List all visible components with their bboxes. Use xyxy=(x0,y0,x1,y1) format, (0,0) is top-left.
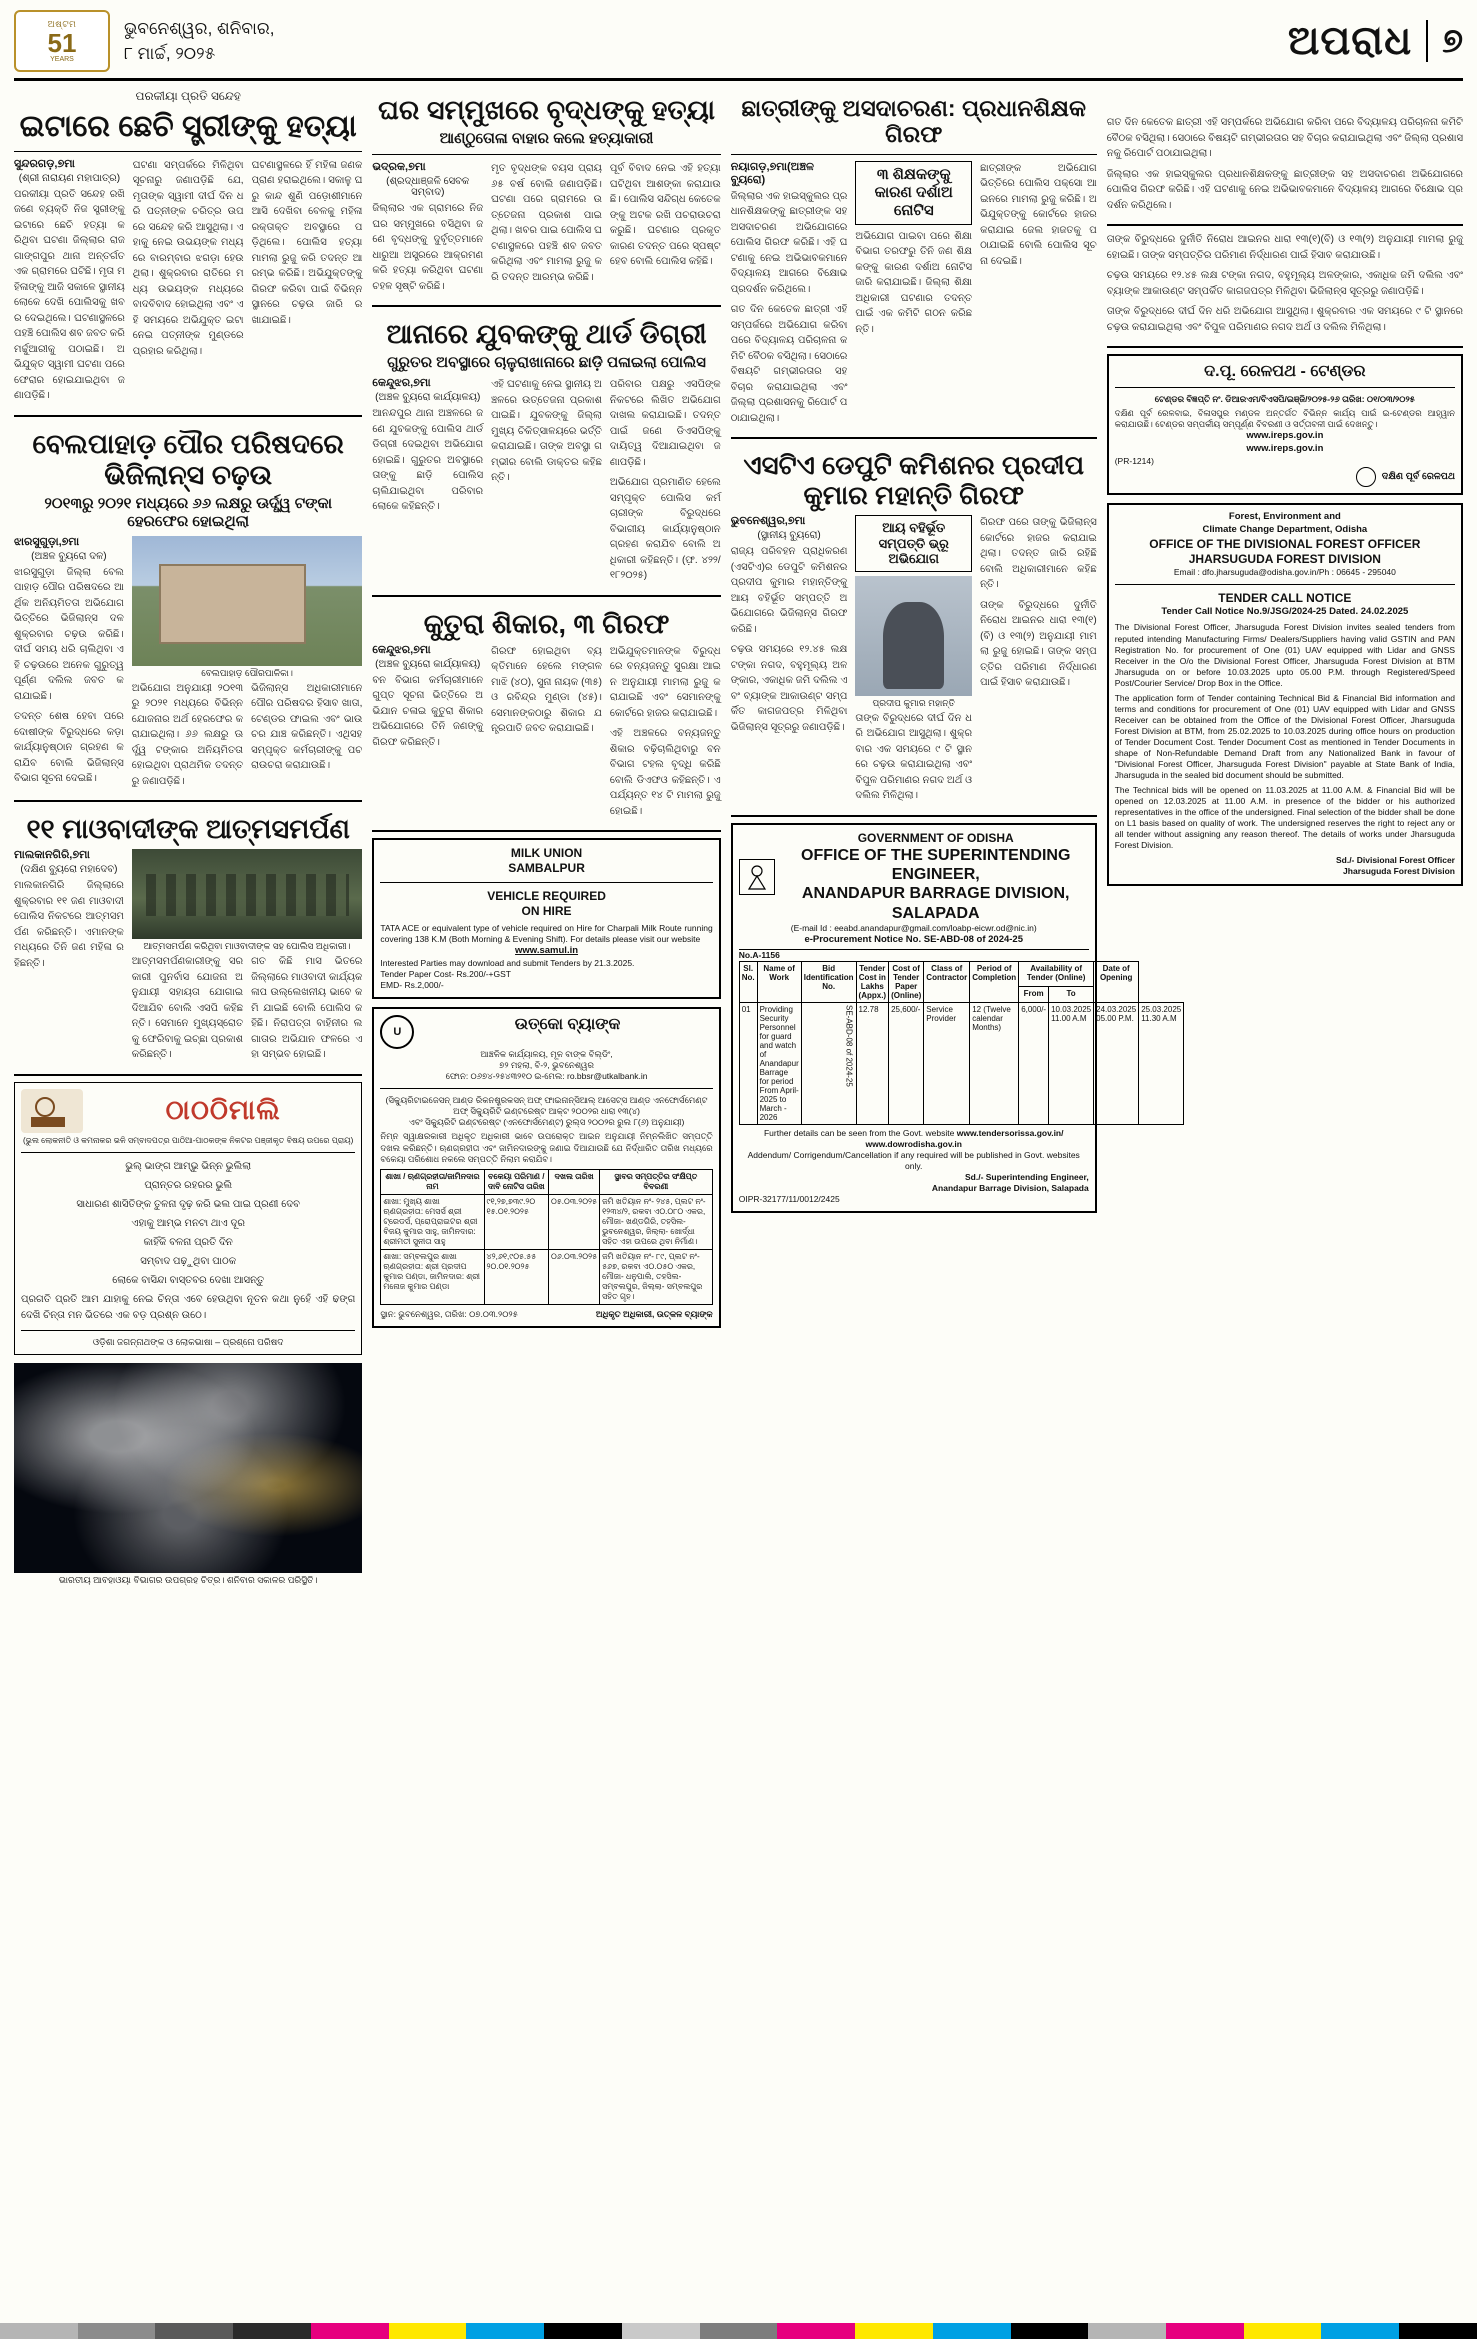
milk-union-body: TATA ACE or equivalent type of vehicle required on Hire for Charpali Milk Route running covering 138 K.M (Both Morning & Evening Shift). For details please visit our website xyxy=(380,923,713,945)
dateline: ଝାରସୁଗୁଡ଼ା,୭ମା xyxy=(14,535,80,548)
divider xyxy=(731,154,1097,155)
table-row xyxy=(381,1194,712,1249)
color-swatch xyxy=(933,2323,1011,2339)
bank-logo-icon: U xyxy=(380,1015,414,1049)
article-maoist-surrender xyxy=(14,808,362,1068)
cell: ୯୧,୨୭,୭୩୯.୨୦ ୧୫.୦୧.୨୦୨୫ xyxy=(484,1194,548,1249)
color-swatch xyxy=(1399,2323,1477,2339)
article-body: ତାଙ୍କ ବିରୁଦ୍ଧରେ ଦୁର୍ନୀତି ନିରୋଧ ଆଇନର ଧାରା ୧୩(୧)(ବି) ଓ ୧୩(୨) ଅନୁଯାୟୀ ମାମଲା ରୁଜୁ ହୋଇଛି। ତାଙ୍କ ସମ୍ପତ୍ତିର ପରିମାଣ ନିର୍ଦ୍ଧାରଣ ପାଇଁ ହିସାବ କରାଯାଉଛି। xyxy=(1106,234,1463,261)
byline: (ଦକ୍ଷିଣ ବ୍ୟୁରୋ ମହାଦେବ) xyxy=(20,864,118,876)
article-body: ଗତ ଦିନ କେତେକ ଛାତ୍ରୀ ଏହି ସମ୍ପର୍କରେ ଅଭିଯୋଗ କରିବା ପରେ ବିଦ୍ୟାଳୟ ପରିଚାଳନା କମିଟି ବୈଠକ ବସିଥିଲା। ସେଠାରେ ବିଷୟଟି ଗମ୍ଭୀରତାର ସହ ବିଚାର କରାଯାଇଥିଲା ଏବଂ ଜିଲ୍ଲା ପ୍ରଶାସନକୁ ରିପୋର୍ଟ ପଠାଯାଇଥିଲା। xyxy=(1106,117,1463,159)
article-box-headline: ୩ ଶିକ୍ଷକଙ୍କୁ କାରଣ ଦର୍ଶାଅ ନୋଟିସ xyxy=(855,161,972,225)
article-body: ଗିରଫ ହୋଇଥିବା ବ୍ୟକ୍ତିମାନେ ହେଲେ ମଙ୍ଗଳ ମାଝି (୪୦), ସୁନା ନାୟକ (୩୫) ଓ ରବିନ୍ଦ୍ର ମୁଣ୍ଡା (୪୫)। ସେମାନଙ୍କଠାରୁ ଶିକାର ଯନ୍ତ୍ରପାତି ଜବତ କରାଯାଇଛି। xyxy=(491,645,602,735)
cell: 25,600/- xyxy=(889,1002,924,1124)
divider xyxy=(372,154,720,155)
article-headline: ଆନାରେ ଯୁବକଙ୍କୁ ଥାର୍ଡ ଡିଗ୍ରୀ xyxy=(386,319,707,350)
col-subheader: To xyxy=(1049,987,1094,1003)
satellite-image xyxy=(14,1363,362,1573)
forest-sign1: Sd./- Divisional Forest Officer xyxy=(1335,855,1455,866)
color-swatch xyxy=(389,2323,467,2339)
anandapur-office: OFFICE OF THE SUPERINTENDING ENGINEER, xyxy=(801,846,1071,884)
article-body: ମୃତ ବୃଦ୍ଧଙ୍କ ବୟସ ପ୍ରାୟ ୬୫ ବର୍ଷ ବୋଲି ଜଣାପଡ଼ିଛି। ଘଟଣା ପରେ ଗ୍ରାମରେ ଉତ୍ତେଜନା ପ୍ରକାଶ ପାଇଥିଲା। ଖବର ପାଇ ପୋଲିସ ଘଟଣାସ୍ଥଳରେ ପହଞ୍ଚି ଶବ ଜବତ କରିଥିଲା ଏବଂ ମାମଲା ରୁଜୁ କରି ତଦନ୍ତ ଆରମ୍ଭ କରିଛି। xyxy=(491,163,602,283)
ad-utkal-bank xyxy=(372,1007,720,1327)
forest-dept2: Climate Change Department, Odisha xyxy=(1202,523,1368,535)
article-anara-third-degree xyxy=(372,313,720,589)
maoist-surrender-photo xyxy=(132,849,363,939)
bank-branch1: ଆଞ୍ଚଳିକ କାର୍ଯ୍ୟାଳୟ, ମୂଳ ବାଙ୍କ ବିଲ୍ଡିଂ, xyxy=(480,1049,613,1060)
dateline: କେନ୍ଦୁଝର,୭ମା xyxy=(372,377,431,390)
article-body: ଜିଲ୍ଲାର ଏକ ହାଇସ୍କୁଲର ପ୍ରଧାନଶିକ୍ଷକଙ୍କୁ ଛାତ୍ରୀଙ୍କ ସହ ଅସଦାଚରଣ ଅଭିଯୋଗରେ ପୋଲିସ ଗିରଫ କରିଛି। ଏହି ଘଟଣାକୁ ନେଇ ଅଭିଭାବକମାନେ ବିଦ୍ୟାଳୟ ଆଗରେ ବିକ୍ଷୋଭ ପ୍ରଦର୍ଶନ କରିଥିଲେ। xyxy=(1106,168,1463,211)
byline: (ଅଞ୍ଚଳ ବ୍ୟୁରୋ ଦଳ) xyxy=(31,550,107,562)
article-body: ଗତ କିଛି ମାସ ଭିତରେ ଜିଲ୍ଲାରେ ମାଓବାଦୀ କାର୍ଯ୍ୟକଳାପ ଉଲ୍ଲେଖନୀୟ ଭାବେ କମି ଯାଇଛି ବୋଲି ପୋଲିସ କହିଛି। ନିରାପତ୍ତା ବାହିନୀର ଲଗାତାର ଅଭିଯାନ ଫଳରେ ଏହା ସମ୍ଭବ ହୋଇଛି। xyxy=(251,956,363,1061)
cartoon-line: ସମ୍ବାଦ ପଢ଼ୁଥିବା ପାଠକ xyxy=(140,1256,237,1268)
article-body: ଆନନ୍ଦପୁର ଥାନା ଅଞ୍ଚଳରେ ଜଣେ ଯୁବକଙ୍କୁ ପୋଲିସ ଥାର୍ଡ ଡିଗ୍ରୀ ଦେଇଥିବା ଅଭିଯୋଗ ହୋଇଛି। ଗୁରୁତର ଅବସ୍ଥାରେ ତାଙ୍କୁ ଛାଡ଼ି ପୋଲିସ ଚାଲିଯାଇଥିବା ପରିବାର ଲୋକେ କହିଛନ୍ତି। xyxy=(372,408,484,513)
color-swatch xyxy=(466,2323,544,2339)
cell: ଶାଖା: ସମ୍ବଲପୁର ଶାଖା ଋଣଗ୍ରହୀତା: ଶ୍ରୀ ପ୍ରଦୀପ କୁମାର ପଣ୍ଡା, ଜାମିନଦାର: ଶ୍ରୀ ମନୋଜ କୁମାର ପଣ୍ଡା xyxy=(381,1249,484,1304)
railway-website-1[interactable]: www.ireps.gov.in xyxy=(1246,430,1324,442)
color-swatch xyxy=(700,2323,778,2339)
page-grid xyxy=(14,89,1463,1588)
col-subheader: From xyxy=(1019,987,1049,1003)
forest-body-2: The application form of Tender containing Technical Bid & Financial Bid information and terms and conditions for procurement of One (01) UAV equipped with Lidar and GNSS Receiver can be obtained from the Office of the Divisional Forest Officer, Jharsuguda Forest Division at BTM, from 25.02.2025 to 10.03.2025 during office hours on production of Tender Document Cost. Tender Document Cost as mentioned in Tender Documents in shape of Non-Refundable Demand Draft from any Nationalized Bank in favour of "Divisional Forest Officer, Jharsuguda Forest Division" payable at State Bank of India, Jharsuguda in the sealed bid document should be submitted. xyxy=(1114,692,1455,781)
ad-forest-division xyxy=(1107,503,1463,886)
masthead-divider xyxy=(1426,20,1428,62)
page-number: ୭ xyxy=(1442,21,1463,60)
article-3-overflow xyxy=(1107,115,1463,218)
col-header: ଶାଖା / ଋଣଗ୍ରହୀତା/ଜାମିନଦାର ନାମ xyxy=(381,1169,484,1194)
anandapur-notice-no: e-Procurement Notice No. SE-ABD-08 of 2024-25 xyxy=(739,934,1089,950)
divider xyxy=(21,1152,355,1153)
cell: 10.03.2025 11.00 A.M xyxy=(1049,1002,1094,1124)
article-body: ଅଭିଯୋଗ ପ୍ରମାଣିତ ହେଲେ ସମ୍ପୃକ୍ତ ପୋଲିସ କର୍ମଚାରୀଙ୍କ ବିରୁଦ୍ଧରେ ବିଭାଗୀୟ କାର୍ଯ୍ୟାନୁଷ୍ଠାନ ଗ୍ରହଣ କରାଯିବ ବୋଲି ଅଧିକାରୀ କହିଛନ୍ତି। (ଫ଼. ୪୨୨/୧୮୨୦୨୫) xyxy=(609,477,721,582)
column-2 xyxy=(372,89,720,1588)
article-body: ଜିଲ୍ଲାର ଏକ ଗ୍ରାମରେ ନିଜ ଘର ସମ୍ମୁଖରେ ବସିଥିବା ଜଣେ ବୃଦ୍ଧଙ୍କୁ ଦୁର୍ବୃତ୍ତମାନେ ଧାରୁଆ ଅସ୍ତ୍ରରେ ଆକ୍ରମଣ କରି ହତ୍ୟା କରିଥିବା ଘଟଣା ଚହଳ ସୃଷ୍ଟି କରିଛି। xyxy=(372,203,484,292)
milk-union-website[interactable]: www.samul.in xyxy=(515,945,579,957)
anandapur-sign2: Anandapur Barrage Division, Salapada xyxy=(931,1182,1089,1193)
cartoon-column xyxy=(14,1082,362,1355)
divider xyxy=(380,1088,712,1089)
article-body: ତଦନ୍ତ ଶେଷ ହେବା ପରେ ଦୋଷୀଙ୍କ ବିରୁଦ୍ଧରେ କଡ଼ା କାର୍ଯ୍ୟାନୁଷ୍ଠାନ ଗ୍ରହଣ କରାଯିବ ବୋଲି ଭିଜିଲାନ୍ସ ବିଭାଗ ସୂଚନା ଦେଇଛି। xyxy=(14,711,124,785)
article-body: ଘଟଣା ସମ୍ପର୍କରେ ମିଳିଥିବା ସୂଚନାରୁ ଜଣାପଡ଼ିଛି ଯେ, ମୃତାଙ୍କ ସ୍ୱାମୀ ଦୀର୍ଘ ଦିନ ଧରି ପତ୍ନୀଙ୍କ ଚରିତ୍ର ଉପରେ ସନ୍ଦେହ କରି ଆସୁଥିଲା। ଏହାକୁ ନେଇ ଉଭୟଙ୍କ ମଧ୍ୟରେ ବାରମ୍ବାର ଝଗଡ଼ା ହେଉଥିଲା। ଶୁକ୍ରବାର ରାତିରେ ମଧ୍ୟ ଉଭୟଙ୍କ ମଧ୍ୟରେ ବାଦବିବାଦ ହୋଇଥିଲା ଏବଂ ଏହି ସମୟରେ ଅଭିଯୁକ୍ତ ଇଟା ନେଇ ପତ୍ନୀଙ୍କ ମୁଣ୍ଡରେ ପ୍ରହାର କରିଥିଲା। xyxy=(132,159,244,357)
col-header: Tender Cost in Lakhs (Appx.) xyxy=(856,961,889,1002)
cartoon-line: ପ୍ରାନ୍ତର ରହରର ଭୁଲି xyxy=(144,1180,233,1192)
color-swatch xyxy=(1011,2323,1089,2339)
col-header: Bid Identification No. xyxy=(801,961,856,1002)
article-body: ଭିଜିଲାନ୍ସ ଅଧିକାରୀମାନେ ପୌର ପରିଷଦର ହିସାବ ଖାତା, ଟେଣ୍ଡର ଫାଇଲ ଏବଂ ଭାଉଚର ଯାଞ୍ଚ କରିଛନ୍ତି। ଏଥିସହ ସମ୍ପୃକ୍ତ କର୍ମଚାରୀଙ୍କୁ ପଚରାଉଚରା କରାଯାଉଛି। xyxy=(251,682,363,772)
article-body: ତାଙ୍କ ବିରୁଦ୍ଧରେ ଦୀର୍ଘ ଦିନ ଧରି ଅଭିଯୋଗ ଆସୁଥିଲା। ଶୁକ୍ରବାର ଏକ ସମୟରେ ୯ ଟି ସ୍ଥାନରେ ଚଢ଼ଉ କରାଯାଇଥିଲା ଏବଂ ବିପୁଳ ପରିମାଣର ନଗଦ ଅର୍ଥ ଓ ଦଲିଲ ମିଳିଥିଲା। xyxy=(855,712,973,802)
color-swatch xyxy=(1244,2323,1322,2339)
article-ittare-chhechi xyxy=(14,89,362,409)
cell: 12.78 xyxy=(856,1002,889,1124)
masthead-place: ଭୁବନେଶ୍ୱର, ଶନିବାର, xyxy=(124,18,275,38)
cartoon-footer: ଓଡ଼ିଶା ଜଗନ୍ନାଥଙ୍କ ଓ ଲୋକଭାଷା – ପ୍ରଶ୍ନୋ ପରିଷଦ xyxy=(92,1337,284,1348)
col-header: Cost of Tender Paper (Online) xyxy=(889,961,924,1002)
odisha-emblem-icon xyxy=(739,859,775,895)
cell: 6,000/- xyxy=(1019,1002,1049,1124)
color-swatch xyxy=(1088,2323,1166,2339)
anandapur-footer3: Addendum/ Corrigendum/Cancellation if any required will be published in Govt. websites only. xyxy=(747,1149,1080,1171)
bank-notice-table xyxy=(380,1169,712,1305)
article-headline: ୧୧ ମାଓବାଦୀଙ୍କ ଆତ୍ମସମର୍ପଣ xyxy=(26,814,350,845)
milk-union-line2: SAMBALPUR xyxy=(508,861,585,876)
color-swatch xyxy=(622,2323,700,2339)
article-kutura-hunting xyxy=(372,603,720,825)
milk-union-title2: ON HIRE xyxy=(521,904,572,919)
section-title: ଅପରାଧ xyxy=(1287,18,1413,63)
col-header: Date of Opening xyxy=(1094,961,1139,1002)
cell: ୦୬.୦୩.୨୦୨୫ xyxy=(548,1249,599,1304)
dateline: ସୁନ୍ଦରଗଡ଼,୭ମା xyxy=(14,157,75,170)
bank-contact: ଫୋନ: ୦୬୭୪-୨୫୪୩୨୧୦ ଇ-ମେଲ: ro.bbsr@utkalbank.in xyxy=(445,1071,648,1082)
milk-union-note: Interested Parties may download and submit Tenders by 21.3.2025. xyxy=(380,958,635,969)
cartoon-line: ଏହାକୁ ଆମ୍ଭ ମନଟା ଥାଏ ଦୂର xyxy=(131,1218,245,1230)
milk-union-cost1: Tender Paper Cost- Rs.200/-+GST xyxy=(380,969,511,980)
article-body: ଅଭିଯୁକ୍ତମାନଙ୍କ ବିରୁଦ୍ଧରେ ବନ୍ୟଜନ୍ତୁ ସୁରକ୍ଷା ଆଇନ ଅନୁଯାୟୀ ମାମଲା ରୁଜୁ କରାଯାଇଛି ଏବଂ ସେମାନଙ୍କୁ କୋର୍ଟରେ ହାଜର କରାଯାଇଛି। xyxy=(609,645,721,719)
article-body: ଅଭିଯୋଗ ପାଇବା ପରେ ଶିକ୍ଷା ବିଭାଗ ତରଫରୁ ତିନି ଜଣ ଶିକ୍ଷକଙ୍କୁ କାରଣ ଦର୍ଶାଅ ନୋଟିସ ଜାରି କରାଯାଇଛି। ଜିଲ୍ଲା ଶିକ୍ଷା ଅଧିକାରୀ ଘଟଣାର ତଦନ୍ତ ପାଇଁ ଏକ କମିଟି ଗଠନ କରିଛନ୍ତି। xyxy=(855,230,973,335)
forest-office2: JHARSUGUDA FOREST DIVISION xyxy=(1188,551,1381,566)
byline: (ଶ୍ରଦ୍ଧାଞ୍ଜଳି ସେବକ ସମ୍ବାଦ) xyxy=(386,176,470,199)
divider xyxy=(372,830,720,832)
bank-footer-right: ଅଧିକୃତ ଅଧିକାରୀ, ଉତ୍କଳ ବ୍ୟାଙ୍କ xyxy=(595,1308,713,1319)
divider xyxy=(21,1330,355,1331)
milk-union-cost2: EMD- Rs.2,000/- xyxy=(380,980,444,991)
milk-union-title: VEHICLE REQUIRED xyxy=(487,889,606,904)
cartoon-line: ପ୍ରଗତି ପ୍ରତି ଆମ ଯାହାକୁ ନେଇ ଚିନ୍ତା ଏବେ ହେଉଥିବା ନୂତନ କଥା ନୁହେଁ ଏହି ଢଙ୍ଗ ଦେଖି ଚିନ୍ତା ମନ ଭିତରେ ଏକ ବଡ଼ ପ୍ରଶ୍ନ ଉଠେ। xyxy=(21,1294,356,1322)
article-body: ଚଢ଼ଉ ସମୟରେ ୧୨.୪୫ ଲକ୍ଷ ଟଙ୍କା ନଗଦ, ବହୁମୂଲ୍ୟ ଅଳଙ୍କାର, ଏକାଧିକ ଜମି ଦଲିଲ ଏବଂ ବ୍ୟାଙ୍କ ଆକାଉଣ୍ଟ ସମ୍ପର୍କିତ କାଗଜପତ୍ର ମିଳିଥିବା ଭିଜିଲାନ୍ସ ସୂତ୍ରରୁ ଜଣାପଡ଼ିଛି। xyxy=(730,644,848,733)
article-body: ଏହି ଘଟଣାକୁ ନେଇ ସ୍ଥାନୀୟ ଅଞ୍ଚଳରେ ଉତ୍ତେଜନା ପ୍ରକାଶ ପାଇଛି। ଯୁବକଙ୍କୁ ଜିଲ୍ଲା ମୁଖ୍ୟ ଚିକିତ୍ସାଳୟରେ ଭର୍ତ୍ତି କରାଯାଇଛି। ତାଙ୍କ ଅବସ୍ଥା ଗମ୍ଭୀର ବୋଲି ଡାକ୍ତର କହିଛନ୍ତି। xyxy=(491,379,602,484)
logo-number: 51 xyxy=(47,28,77,58)
anniversary-logo xyxy=(14,10,110,72)
divider xyxy=(1107,346,1463,348)
article-sta-deputy-commissioner xyxy=(731,445,1097,809)
divider xyxy=(731,815,1097,817)
cell: 12 (Twelve calendar Months) xyxy=(970,1002,1019,1124)
article-body: ରାଜ୍ୟ ପରିବହନ ପ୍ରାଧିକରଣ (ଏସଟିଏ)ର ଡେପୁଟି କମିଶନର ପ୍ରଦୀପ କୁମାର ମହାନ୍ତିଙ୍କୁ ଆୟ ବହିର୍ଭୂତ ସମ୍ପତ୍ତି ଅଭିଯୋଗରେ ଭିଜିଲାନ୍ସ ଗିରଫ କରିଛି। xyxy=(730,546,848,635)
masthead xyxy=(14,10,1463,81)
divider xyxy=(1107,224,1463,226)
color-swatch xyxy=(544,2323,622,2339)
railway-website-2[interactable]: www.ireps.gov.in xyxy=(1246,443,1324,455)
masthead-right xyxy=(1288,19,1463,64)
color-registration-bar xyxy=(0,2323,1477,2339)
masthead-date xyxy=(124,16,274,67)
divider xyxy=(380,882,712,883)
cell: 01 xyxy=(739,1002,757,1124)
col-header: Name of Work xyxy=(757,961,801,1002)
cell: ଜମି ଖତିୟାନ ନଂ- ୨୪୫, ପ୍ଲଟ ନଂ- ୧୨୩୪/୨, ରକବା ଏ୦.୦୮୦ ଏକର, ମୌଜା- ଖଣ୍ଡଗିରି, ତହସିଲ- ଭୁବନେଶ୍ୱର, ଜିଲ୍ଲା- ଖୋର୍ଦ୍ଧା ସହିତ ଏହା ଉପରେ ଥିବା ନିର୍ମାଣ। xyxy=(600,1194,713,1249)
bank-preamble: (ସିକ୍ୟୁରିଟାଇଜେସନ୍ ଆଣ୍ଡ ରିକନଷ୍ଟ୍ରକସନ୍ ଅଫ୍ ଫାଇନାନ୍ସିଆଲ୍ ଆସେଟ୍ସ ଆଣ୍ଡ ଏନଫୋର୍ସମେଣ୍ଟ ଅଫ୍ ସିକ୍ୟୁରିଟି ଇଣ୍ଟରେଷ୍ଟ ଆକ୍ଟ ୨୦୦୨ର ଧାରା ୧୩(୪) xyxy=(385,1095,708,1117)
article-body: ମାଲକାନଗିରି ଜିଲ୍ଲାରେ ଶୁକ୍ରବାର ୧୧ ଜଣ ମାଓବାଦୀ ପୋଲିସ ନିକଟରେ ଆତ୍ମସମର୍ପଣ କରିଛନ୍ତି। ଏମାନଙ୍କ ମଧ୍ୟରେ ତିନି ଜଣ ମହିଳା ରହିଛନ୍ତି। xyxy=(14,880,124,969)
railway-logo-icon xyxy=(1356,467,1376,487)
anandapur-oipr: OIPR-32177/11/0012/2425 xyxy=(738,1193,840,1204)
bank-name: ଉତ୍କୋ ବ୍ୟାଙ୍କ xyxy=(514,1016,621,1034)
article-body: ଚଢ଼ଉ ସମୟରେ ୧୨.୪୫ ଲକ୍ଷ ଟଙ୍କା ନଗଦ, ବହୁମୂଲ୍ୟ ଅଳଙ୍କାର, ଏକାଧିକ ଜମି ଦଲିଲ ଏବଂ ବ୍ୟାଙ୍କ ଆକାଉଣ୍ଟ ସମ୍ପର୍କିତ କାଗଜପତ୍ର ମିଳିଥିବା ଭିଜିଲାନ୍ସ ସୂତ୍ରରୁ ଜଣାପଡ଼ିଛି। xyxy=(1106,270,1463,297)
forest-office1: OFFICE OF THE DIVISIONAL FOREST OFFICER xyxy=(1149,536,1421,551)
divider xyxy=(14,800,362,802)
byline: (ଶ୍ରୀ ନାରାୟଣ ମହାପାତ୍ର) xyxy=(18,172,121,184)
logo-top-text: ଅଷ୍ଟମ xyxy=(47,19,77,29)
article-body: ଝାରସୁଗୁଡ଼ା ଜିଲ୍ଲା ବେଲପାହାଡ଼ ପୌର ପରିଷଦରେ ଆର୍ଥିକ ଅନିୟମିତତା ଅଭିଯୋଗ ଭିତ୍ତିରେ ଭିଜିଲାନ୍ସ ଦଳ ଶୁକ୍ରବାର ଚଢ଼ଉ କରିଛି। ଦୀର୍ଘ ସମୟ ଧରି ଚାଲିଥିବା ଏହି ଚଢ଼ଉରେ ଅନେକ ଗୁରୁତ୍ୱପୂର୍ଣ୍ଣ ଦଲିଲ ଜବତ କରାଯାଇଛି। xyxy=(14,566,124,702)
article-box-headline: ଆୟ ବହିର୍ଭୂତ ସମ୍ପତ୍ତି ଭ୍ରୂ ଅଭିଯୋଗ xyxy=(855,515,972,572)
article-belpahad-vigilance xyxy=(14,423,362,795)
photo-caption: ବେଲପାହାଡ଼ ପୌରପାଳିକା। xyxy=(201,667,293,678)
anandapur-sign1: Sd./- Superintending Engineer, xyxy=(964,1171,1089,1182)
railway-body: ଦକ୍ଷିଣ ପୂର୍ବ ରେଳବାଇ, ବିଳାସପୁର ମଣ୍ଡଳ ଅନ୍ତର୍ଗତ ବିଭିନ୍ନ କାର୍ଯ୍ୟ ପାଇଁ ଇ-ଟେଣ୍ଡର ଆହ୍ୱାନ କରାଯାଉଛି। ଟେଣ୍ଡର ସମ୍ପର୍କୀୟ ସମ୍ପୂର୍ଣ୍ଣ ବିବରଣୀ ଓ ସର୍ତ୍ତାବଳୀ ପାଇଁ ଦେଖନ୍ତୁ। xyxy=(1114,408,1455,430)
divider xyxy=(1115,387,1455,388)
color-swatch xyxy=(233,2323,311,2339)
article-body: ପରିବାର ପକ୍ଷରୁ ଏସପିଙ୍କ ନିକଟରେ ଲିଖିତ ଅଭିଯୋଗ ଦାଖଲ କରାଯାଇଛି। ତଦନ୍ତ ପାଇଁ ଜଣେ ଡିଏସପିଙ୍କୁ ଦାୟିତ୍ୱ ଦିଆଯାଇଥିବା ଜଣାପଡ଼ିଛି। xyxy=(609,379,721,468)
pradeep-mohanty-photo xyxy=(855,576,972,696)
railway-pr-number: (PR-1214) xyxy=(1114,455,1154,466)
column-1 xyxy=(14,89,362,1588)
anandapur-footer2[interactable]: www.tendersorissa.gov.in/ www.dowrodisha.gov.in xyxy=(865,1127,1064,1149)
dateline: ଭୁବନେଶ୍ୱର,୭ମା xyxy=(730,515,806,528)
dateline: କେନ୍ଦୁଝର,୭ମା xyxy=(372,643,431,656)
divider xyxy=(14,1074,362,1076)
table-header-row xyxy=(381,1169,712,1194)
railway-title: ଦ.ପୂ. ରେଳପଥ - ଟେଣ୍ଡର xyxy=(1204,363,1366,380)
article-headline: ଏସଟିଏ ଡେପୁଟି କମିଶନର ପ୍ରଦୀପ କୁମାର ମହାନ୍ତି ଗିରଫ xyxy=(743,450,1085,511)
col-header: ସ୍ଥାବର ସମ୍ପତ୍ତିର ସଂକ୍ଷିପ୍ତ ବିବରଣୀ xyxy=(600,1169,713,1194)
dateline: ନୟାଗଡ଼,୭ମା(ଅଞ୍ଚଳ ବ୍ୟୁରୋ) xyxy=(730,160,814,186)
col-header: Class of Contractor xyxy=(924,961,970,1002)
color-swatch xyxy=(855,2323,933,2339)
cell: ଶାଖା: ମୁଖ୍ୟ ଶାଖା ଋଣଗ୍ରହୀତା: ମେସର୍ସ ଶ୍ରୀ ଟ୍ରେଡର୍ସ, ପ୍ରୋପ୍ରାଇଟର ଶ୍ରୀ ବିଜୟ କୁମାର ସାହୁ, ଜାମିନଦାର: ଶ୍ରୀମତୀ ସୁନୀତା ସାହୁ xyxy=(381,1194,484,1249)
anandapur-govt: GOVERNMENT OF ODISHA xyxy=(857,830,1014,845)
cell: ୪୨,୬୧,୯୦୫.୫୫ ୨୦.୦୧.୨୦୨୫ xyxy=(484,1249,548,1304)
forest-notice-title: TENDER CALL NOTICE xyxy=(1218,590,1352,605)
col-header: Availability of Tender (Online) xyxy=(1019,961,1094,986)
bank-branch2: ୭୨ ମହଲା, ବି-୨, ଭୁବନେଶ୍ୱର xyxy=(499,1060,594,1071)
divider xyxy=(14,415,362,417)
railway-footer: ଦକ୍ଷିଣ ପୂର୍ବ ରେଳପଥ xyxy=(1381,470,1455,482)
forest-email: Email : dfo.jharsuguda@odisha.gov.in/Ph : 06645 - 295040 xyxy=(1173,566,1396,577)
article-headline: କୁତୁରା ଶିକାର, ୩ ଗିରଫ xyxy=(423,608,670,639)
cartoon-line: ସାଧାରଣ ଶାସିତିଙ୍କ ତୁଳନା ଦୃଢ଼ କରି ଭଲ ପାଇ ପ୍ରଣୀ ଦେବ xyxy=(76,1199,300,1211)
dateline: ଭଦ୍ରକ,୭ମା xyxy=(372,161,426,174)
anandapur-footer1: Further details can be seen from the Govt. website xyxy=(763,1127,955,1138)
article-headline: ଇଟାରେ ଛେଚି ସ୍ତ୍ରୀଙ୍କୁ ହତ୍ୟା xyxy=(19,110,357,143)
anandapur-division: ANANDAPUR BARRAGE DIVISION, SALAPADA xyxy=(801,885,1070,922)
cell: ୦୫.୦୩.୨୦୨୫ xyxy=(548,1194,599,1249)
article-subhead: ଆଣ୍ଠୁତୋଳା ବାହାର କଲେ ହତ୍ୟାକାରୀ xyxy=(439,130,654,148)
cell: Service Provider xyxy=(924,1002,970,1124)
bank-footer-left: ସ୍ଥାନ: ଭୁବନେଶ୍ୱର, ତାରିଖ: ୦୭.୦୩.୨୦୨୫ xyxy=(380,1308,518,1319)
article-kicker: ପରକୀୟା ପ୍ରତି ସନ୍ଦେହ xyxy=(135,89,241,103)
article-body: ଆତ୍ମସମର୍ପଣକାରୀଙ୍କୁ ସରକାରୀ ପୁନର୍ବାସ ଯୋଜନା ଅନୁଯାୟୀ ସହାୟତା ଯୋଗାଇ ଦିଆଯିବ ବୋଲି ଏସପି କହିଛନ୍ତି। ସେମାନେ ମୁଖ୍ୟସ୍ରୋତକୁ ଫେରିବାକୁ ଇଚ୍ଛା ପ୍ରକାଶ କରିଛନ୍ତି। xyxy=(131,956,244,1061)
article-body: ପୂର୍ବ ବିବାଦ ନେଇ ଏହି ହତ୍ୟା ଘଟିଥିବା ଆଶଙ୍କା କରାଯାଉଛି। ପୋଲିସ ସନ୍ଦିଗ୍ଧ କେତେକଙ୍କୁ ଅଟକ ରଖି ପଚରାଉଚରା କରୁଛି। ଘଟଣାର ପ୍ରକୃତ କାରଣ ତଦନ୍ତ ପରେ ସ୍ପଷ୍ଟ ହେବ ବୋଲି ପୋଲିସ କହିଛି। xyxy=(609,163,721,268)
cell: Providing Security Personnel for guard and watch of Anandapur Barrage for period From April-2025 to March - 2026 xyxy=(757,1002,801,1124)
article-body: ଏହି ଅଞ୍ଚଳରେ ବନ୍ୟଜନ୍ତୁ ଶିକାର ବଢ଼ିଚାଲିଥିବାରୁ ବନ ବିଭାଗ ଟହଲ ବୃଦ୍ଧି କରିଛି ବୋଲି ଡିଏଫଓ କହିଛନ୍ତି। ଏ ପର୍ଯ୍ୟନ୍ତ ୧୪ ଟି ମାମଲା ରୁଜୁ ହୋଇଛି। xyxy=(609,728,721,817)
article-subhead: ଗୁରୁତର ଅବସ୍ଥାରେ ଚାଳୁରାଖାନାରେ ଛାଡ଼ି ପଳାଇଲା ପୋଲିସ xyxy=(387,354,706,372)
col-header: Sl. No. xyxy=(739,961,757,1002)
forest-notice-no: Tender Call Notice No.9/JSG/2024-25 Dated. 24.02.2025 xyxy=(1161,605,1409,617)
color-swatch xyxy=(311,2323,389,2339)
col-header: ବକେୟା ପରିମାଣ / ଦାବି ନୋଟିସ ତାରିଖ xyxy=(484,1169,548,1194)
cartoon-note: (ଭୁଲ ଲୋକନୀତି ଓ କମନାକର ଭଳି ସମ୍ବାଦପତ୍ର ପାଠିଆ-ପାଠକଙ୍କ ନିକଟର ପଞ୍ଜୀକୃତ ବିଷୟ ଉପରେ ପ୍ରାୟ) xyxy=(23,1135,354,1145)
article-body: ଘଟଣାସ୍ଥଳରେ ହିଁ ମହିଳା ଜଣକ ପ୍ରାଣ ହରାଇଥିଲେ। ସକାଳୁ ଘରୁ କାନ୍ଦ ଶୁଣି ପଡ଼ୋଶୀମାନେ ଆସି ଦେଖିବା ବେଳକୁ ମହିଳା ରକ୍ତାକ୍ତ ଅବସ୍ଥାରେ ପଡ଼ିଥିଲେ। ପୋଲିସ ହତ୍ୟା ମାମଲା ରୁଜୁ କରି ତଦନ୍ତ ଆରମ୍ଭ କରିଛି। ଅଭିଯୁକ୍ତଙ୍କୁ ଗିରଫ କରିବା ପାଇଁ ବିଭିନ୍ନ ସ୍ଥାନରେ ଚଢ଼ଉ ଜାରି ରଖାଯାଇଛି। xyxy=(251,159,363,326)
divider xyxy=(372,595,720,597)
anandapur-no-label: No.A-1156 xyxy=(738,949,780,960)
divider xyxy=(1115,584,1455,585)
belpahad-municipality-photo xyxy=(132,536,363,666)
ad-anandapur-barrage xyxy=(731,823,1182,1213)
article-body: ବନ ବିଭାଗ କର୍ମଚାରୀମାନେ ଗୁପ୍ତ ସୂଚନା ଭିତ୍ତିରେ ଅଭିଯାନ ଚଳାଇ କୁତୁରା ଶିକାର ଅଭିଯୋଗରେ ତିନି ଜଣଙ୍କୁ ଗିରଫ କରିଛନ୍ତି। xyxy=(372,674,484,748)
article-headline: ଘର ସମ୍ମୁଖରେ ବୃଦ୍ଧଙ୍କୁ ହତ୍ୟା xyxy=(377,95,716,125)
ad-milk-union xyxy=(372,838,720,999)
color-swatch xyxy=(1321,2323,1399,2339)
color-swatch xyxy=(777,2323,855,2339)
cartoon-line: ଭୁଲ୍‌ ଭାଙ୍ଗ ଆମ୍ଭୁ ଭିନ୍ନ ଭୁଲିଲା xyxy=(125,1161,252,1173)
article-body: ଗତ ଦିନ କେତେକ ଛାତ୍ରୀ ଏହି ସମ୍ପର୍କରେ ଅଭିଯୋଗ କରିବା ପରେ ବିଦ୍ୟାଳୟ ପରିଚାଳନା କମିଟି ବୈଠକ ବସିଥିଲା। ସେଠାରେ ବିଷୟଟି ଗମ୍ଭୀରତାର ସହ ବିଚାର କରାଯାଇଥିଲା ଏବଂ ଜିଲ୍ଲା ପ୍ରଶାସନକୁ ରିପୋର୍ଟ ପଠାଯାଇଥିଲା। xyxy=(730,304,848,424)
masthead-date-line2: ୮ ମାର୍ଚ୍ଚ, ୨୦୨୫ xyxy=(124,44,216,63)
divider xyxy=(731,437,1097,439)
article-headline: ଛାତ୍ରୀଙ୍କୁ ଅସଦାଚରଣ: ପ୍ରଧାନଶିକ୍ଷକ ଗିରଫ xyxy=(741,95,1086,148)
forest-dept1: Forest, Environment and xyxy=(1228,511,1341,522)
forest-body-3: The Technical bids will be opened on 11.03.2025 at 11.00 A.M. & Financial Bid will be opened on 12.03.2025 at 11.00 A.M. in presence of the bidder or his authorized representatives in the office of the undersigned. Final selection of the bidder shall be done on L1 basis based on quality of work. The undersigned reserves the right to reject any or all tender without assigning any reason thereof. The details of works under Jharsuguda Forest Division. xyxy=(1114,785,1455,851)
dateline: ମାଲକାନଗିରି,୭ମା xyxy=(14,849,90,862)
anandapur-email: (E-mail Id : eeabd.anandapur@gmail.com/loabp-eicwr.od@nic.in) xyxy=(790,922,1037,933)
milk-union-line1: MILK UNION xyxy=(510,846,583,861)
cell: 24.03.2025 05.00 P.M. xyxy=(1094,1002,1139,1124)
forest-body-1: The Divisional Forest Officer, Jharsuguda Forest Division invites sealed tenders from reputed intending Manufacturing Firms/ Dealers/Suppliers having valid GSTIN and PAN Registration No. for procurement of One (01) UAV equipped with Lidar and GNSS Receiver in the O/o the Divisional Forest Officer, Jharsuguda Forest Division at BTM Jharsuguda on or before 10.03.2025 upto 05.00 P.M. through Registered/Speed Post/Courier Service/ Drop Box in the Office. xyxy=(1114,622,1455,688)
divider xyxy=(14,151,362,152)
table-row xyxy=(381,1249,712,1304)
photo-caption: ପ୍ରଦୀପ କୁମାର ମହାନ୍ତି xyxy=(872,697,955,708)
article-headline: ବେଲପାହାଡ଼ ପୌର ପରିଷଦରେ ଭିଜିଲାନ୍ସ ଚଢ଼ଉ xyxy=(32,428,344,490)
article-6-overflow xyxy=(1107,232,1463,340)
article-body: ଜିଲ୍ଲାର ଏକ ହାଇସ୍କୁଲର ପ୍ରଧାନଶିକ୍ଷକଙ୍କୁ ଛାତ୍ରୀଙ୍କ ସହ ଅସଦାଚରଣ ଅଭିଯୋଗରେ ପୋଲିସ ଗିରଫ କରିଛି। ଏହି ଘଟଣାକୁ ନେଇ ଅଭିଭାବକମାନେ ବିଦ୍ୟାଳୟ ଆଗରେ ବିକ୍ଷୋଭ ପ୍ରଦର୍ଶନ କରିଥିଲେ। xyxy=(730,190,848,295)
article-chhatri-asadacharana xyxy=(731,89,1097,431)
cartoon-title: ଠାଠଠିମାଲି xyxy=(165,1094,281,1125)
color-swatch xyxy=(78,2323,156,2339)
railway-notice-line: ଟେଣ୍ଡର ବିଜ୍ଞପ୍ତି ନଂ. ଡିଆରଏମ/ବିଏସପି/ଇଞ୍ଜି/୨୦୨୫-୨୬ ତାରିଖ: ୦୧/୦୩/୨୦୨୫ xyxy=(1154,394,1415,405)
cell: SE-ABD-08 of 2024-25 xyxy=(801,1002,856,1124)
byline: (ସ୍ଥାନୀୟ ବ୍ୟୁରୋ) xyxy=(757,530,821,542)
bank-preamble2: ଏବଂ ସିକ୍ୟୁରିଟି ଇଣ୍ଟରେଷ୍ଟ (ଏନଫୋର୍ସମେଣ୍ଟ) ରୁଲ୍ସ ୨୦୦୨ର ରୁଲ ୮(୬) ଅନୁଯାୟୀ) xyxy=(408,1117,685,1128)
byline: (ଅଞ୍ଚଳ ବ୍ୟୁରୋ କାର୍ଯ୍ୟାଳୟ) xyxy=(375,392,481,404)
byline: (ଅଞ୍ଚଳ ବ୍ୟୁରୋ କାର୍ଯ୍ୟାଳୟ) xyxy=(375,658,481,670)
satellite-image-block xyxy=(14,1363,362,1588)
divider xyxy=(372,305,720,307)
photo-caption: ଆତ୍ମସମର୍ପଣ କରିଥିବା ମାଓବାଦୀଙ୍କ ସହ ପୋଲିସ ଅଧିକାରୀ। xyxy=(143,941,351,952)
article-body: ତାଙ୍କ ବିରୁଦ୍ଧରେ ଦୁର୍ନୀତି ନିରୋଧ ଆଇନର ଧାରା ୧୩(୧)(ବି) ଓ ୧୩(୨) ଅନୁଯାୟୀ ମାମଲା ରୁଜୁ ହୋଇଛି। ତାଙ୍କ ସମ୍ପତ୍ତିର ପରିମାଣ ନିର୍ଦ୍ଧାରଣ ପାଇଁ ହିସାବ କରାଯାଉଛି। xyxy=(980,599,1097,689)
ad-railway-tender xyxy=(1107,354,1463,495)
color-swatch xyxy=(1166,2323,1244,2339)
logo-years: YEARS xyxy=(50,56,74,63)
color-swatch xyxy=(155,2323,233,2339)
article-ghara-sammukhare xyxy=(372,89,720,299)
article-body: ଛାତ୍ରୀଙ୍କ ଅଭିଯୋଗ ଭିତ୍ତିରେ ପୋଲିସ ପକ୍ସୋ ଆଇନରେ ମାମଲା ରୁଜୁ କରିଛି। ଅଭିଯୁକ୍ତଙ୍କୁ କୋର୍ଟରେ ହାଜର କରାଯାଇ ଜେଲ ହାଜତକୁ ପଠାଯାଇଛି ବୋଲି ପୋଲିସ ସୂଚନା ଦେଇଛି। xyxy=(980,162,1097,267)
cell: 25.03.2025 11.30 A.M xyxy=(1139,1002,1184,1124)
col-header: Period of Completion xyxy=(970,961,1019,1002)
cartoon-illustration xyxy=(21,1089,83,1133)
article-body: ଅଭିଯୋଗ ଅନୁଯାୟୀ ୨୦୧୩ରୁ ୨୦୨୧ ମଧ୍ୟରେ ବିଭିନ୍ନ ଯୋଜନାର ଅର୍ଥ ହେରଫେର କରାଯାଇଥିଲା। ୬୬ ଲକ୍ଷରୁ ଊର୍ଦ୍ଧ୍ୱ ଟଙ୍କାର ଅନିୟମିତତା ହୋଇଥିବା ପ୍ରାଥମିକ ତଦନ୍ତରୁ ଜଣାପଡ଼ିଛି। xyxy=(131,682,244,787)
bank-body: ନିମ୍ନ ସ୍ୱାକ୍ଷରକାରୀ ଅଧିକୃତ ଅଧିକାରୀ ଭାବେ ଉପରୋକ୍ତ ଆଇନ ଅନୁଯାୟୀ ନିମ୍ନଲିଖିତ ସମ୍ପତ୍ତି ଦଖଲ କରିଛନ୍ତି। ଋଣଗ୍ରହୀତା ଏବଂ ଜାମିନଦାରଙ୍କୁ ଜଣାଇ ଦିଆଯାଉଛି ଯେ ନିର୍ଦ୍ଧାରିତ ତାରିଖ ମଧ୍ୟରେ ବକେୟା ପରିଶୋଧ ନକଲେ ସମ୍ପତ୍ତି ନିଲାମ କରାଯିବ। xyxy=(380,1131,713,1164)
satellite-caption: ଭାରତୀୟ ଆବହାଓୟା ବିଭାଗର ଉପଗ୍ରହ ଚିତ୍ର। ଶନିବାର ସକାଳର ପରିସ୍ଥିତି। xyxy=(58,1575,318,1586)
article-subhead: ୨୦୧୩ରୁ ୨୦୨୧ ମଧ୍ୟରେ ୬୬ ଲକ୍ଷରୁ ଊର୍ଦ୍ଧ୍ୱ ଟଙ୍କା ହେରଫେର ହୋଇଥିଲା xyxy=(44,494,333,530)
col-header: ଦଖଲ ତାରିଖ xyxy=(548,1169,599,1194)
cartoon-line: ଲୋକେ ବାସିନ୍ଦା ବାସ୍ତବର ଦେଖା ଆସନ୍ତୁ xyxy=(112,1275,265,1287)
article-body: ତାଙ୍କ ବିରୁଦ୍ଧରେ ଦୀର୍ଘ ଦିନ ଧରି ଅଭିଯୋଗ ଆସୁଥିଲା। ଶୁକ୍ରବାର ଏକ ସମୟରେ ୯ ଟି ସ୍ଥାନରେ ଚଢ଼ଉ କରାଯାଇଥିଲା ଏବଂ ବିପୁଳ ପରିମାଣର ନଗଦ ଅର୍ଥ ଓ ଦଲିଲ ମିଳିଥିଲା। xyxy=(1106,306,1463,333)
article-body: ଗିରଫ ପରେ ତାଙ୍କୁ ଭିଜିଲାନ୍ସ କୋର୍ଟରେ ହାଜର କରାଯାଇଥିଲା। ତଦନ୍ତ ଜାରି ରହିଛି ବୋଲି ଅଧିକାରୀମାନେ କହିଛନ୍ତି। xyxy=(980,517,1097,591)
cartoon-line: କାହିଁକି ବଳନା ପ୍ରତି ଦିନ xyxy=(143,1237,233,1249)
cell: ଜମି ଖତିୟାନ ନଂ- ୮୯, ପ୍ଲଟ ନଂ- ୫୬୭, ରକବା ଏ୦.୦୫୦ ଏକର, ମୌଜା- ଧନୁପାଲି, ତହସିଲ- ସମ୍ବଲପୁର, ଜିଲ୍ଲା- ସମ୍ବଲପୁର ସହିତ ଗୃହ। xyxy=(600,1249,713,1304)
article-body: ପରକୀୟା ପ୍ରତି ସନ୍ଦେହ ରଖି ଜଣେ ବ୍ୟକ୍ତି ନିଜ ସ୍ତ୍ରୀଙ୍କୁ ଇଟାରେ ଛେଚି ହତ୍ୟା କରିଥିବା ଘଟଣା ଜିଲ୍ଲାର ରାଜଗାଙ୍ଗପୁର ଥାନା ଅନ୍ତର୍ଗତ ଏକ ଗ୍ରାମରେ ଘଟିଛି। ମୃତା ମହିଳାଙ୍କୁ ଆଜି ସକାଳେ ସ୍ଥାନୀୟ ଲୋକେ ଦେଖି ପୋଲିସକୁ ଖବର ଦେଇଥିଲେ। ଘଟଣାସ୍ଥଳରେ ପହଞ୍ଚି ପୋଲିସ ଶବ ଜବତ କରି ମର୍ଚ୍ଚୁଆରୀକୁ ପଠାଇଛି। ଅଭିଯୁକ୍ତ ସ୍ୱାମୀ ଘଟଣା ପରେ ଫେରାର ହୋଇଯାଇଥିବା ଜଣାପଡ଼ିଛି। xyxy=(14,188,125,401)
forest-sign2: Jharsuguda Forest Division xyxy=(1343,866,1455,877)
color-swatch xyxy=(0,2323,78,2339)
column-4 xyxy=(1107,89,1463,1588)
